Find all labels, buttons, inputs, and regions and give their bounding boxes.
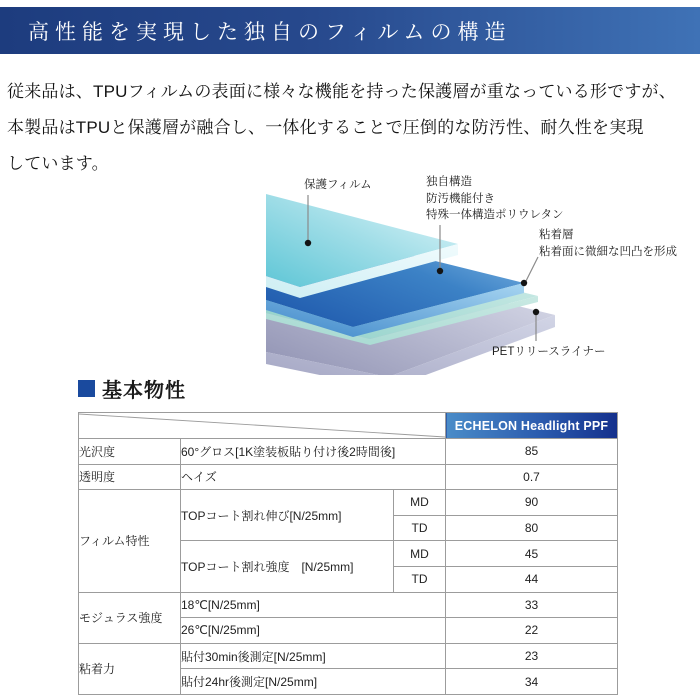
test-cell: 貼付30min後測定[N/25mm] — [181, 643, 446, 669]
diagonal-header-cell — [79, 413, 446, 439]
protective-film-dot — [305, 240, 311, 246]
test-cell: 18℃[N/25mm] — [181, 592, 446, 618]
test-cell: ヘイズ — [181, 464, 446, 490]
value-cell: 80 — [446, 515, 618, 541]
intro-line: しています。 — [7, 154, 109, 173]
page-title: 高性能を実現した独自のフィルムの構造 — [28, 19, 512, 44]
adhesive-layer-label-line: 粘着層 — [539, 229, 574, 241]
unique-structure-label — [426, 174, 564, 224]
value-cell: 33 — [446, 592, 618, 618]
value-cell: 45 — [446, 541, 618, 567]
direction-cell: TD — [394, 566, 446, 592]
unique-structure-dot — [437, 268, 443, 274]
film-structure-diagram — [180, 165, 700, 375]
table-row — [79, 439, 618, 465]
table-row — [79, 464, 618, 490]
release-liner-dot — [533, 309, 539, 315]
heading-square-marker — [78, 380, 95, 397]
table-row — [79, 643, 618, 669]
test-cell: 60°グロス[1K塗装板貼り付け後2時間後] — [181, 439, 446, 465]
diagonal-line — [79, 413, 445, 438]
unique-structure-label-line: 特殊一体構造ポリウレタン — [426, 209, 564, 221]
direction-cell: MD — [394, 490, 446, 516]
category-cell: フィルム特性 — [79, 490, 181, 592]
category-cell: モジュラス強度 — [79, 592, 181, 643]
category-cell: 粘着力 — [79, 643, 181, 694]
section-heading — [78, 374, 186, 403]
test-cell: 貼付24hr後測定[N/25mm] — [181, 669, 446, 695]
category-cell: 光沢度 — [79, 439, 181, 465]
value-cell: 34 — [446, 669, 618, 695]
intro-line: 本製品はTPUと保護層が融合し、一体化することで圧倒的な防汚性、耐久性を実現 — [7, 118, 644, 137]
table-row — [79, 490, 618, 516]
direction-cell: MD — [394, 541, 446, 567]
unique-structure-label-line: 防汚機能付き — [426, 192, 495, 205]
release-liner-label: PETリリースライナー — [492, 346, 606, 358]
properties-table — [78, 412, 618, 695]
section-heading-text: 基本物性 — [102, 380, 186, 402]
table-header-row — [79, 413, 618, 439]
product-column-header: ECHELON Headlight PPF — [446, 413, 618, 439]
test-cell: 26℃[N/25mm] — [181, 618, 446, 644]
test-cell: TOPコート割れ強度 [N/25mm] — [181, 541, 394, 592]
intro-line: 従来品は、TPUフィルムの表面に様々な機能を持った保護層が重なっている形ですが、 — [7, 82, 676, 101]
value-cell: 0.7 — [446, 464, 618, 490]
category-cell: 透明度 — [79, 464, 181, 490]
value-cell: 23 — [446, 643, 618, 669]
value-cell: 44 — [446, 566, 618, 592]
value-cell: 90 — [446, 490, 618, 516]
protective-film-label: 保護フィルム — [304, 179, 372, 191]
test-cell: TOPコート割れ伸び[N/25mm] — [181, 490, 394, 541]
value-cell: 85 — [446, 439, 618, 465]
value-cell: 22 — [446, 618, 618, 644]
table-row — [79, 592, 618, 618]
adhesive-leader-line — [526, 257, 538, 281]
direction-cell: TD — [394, 515, 446, 541]
adhesive-layer-label — [539, 227, 677, 260]
title-banner — [0, 7, 700, 54]
adhesive-dot — [521, 280, 527, 286]
adhesive-layer-label-line: 粘着面に微細な凹凸を形成 — [539, 245, 677, 258]
unique-structure-label-line: 独自構造 — [426, 176, 472, 188]
